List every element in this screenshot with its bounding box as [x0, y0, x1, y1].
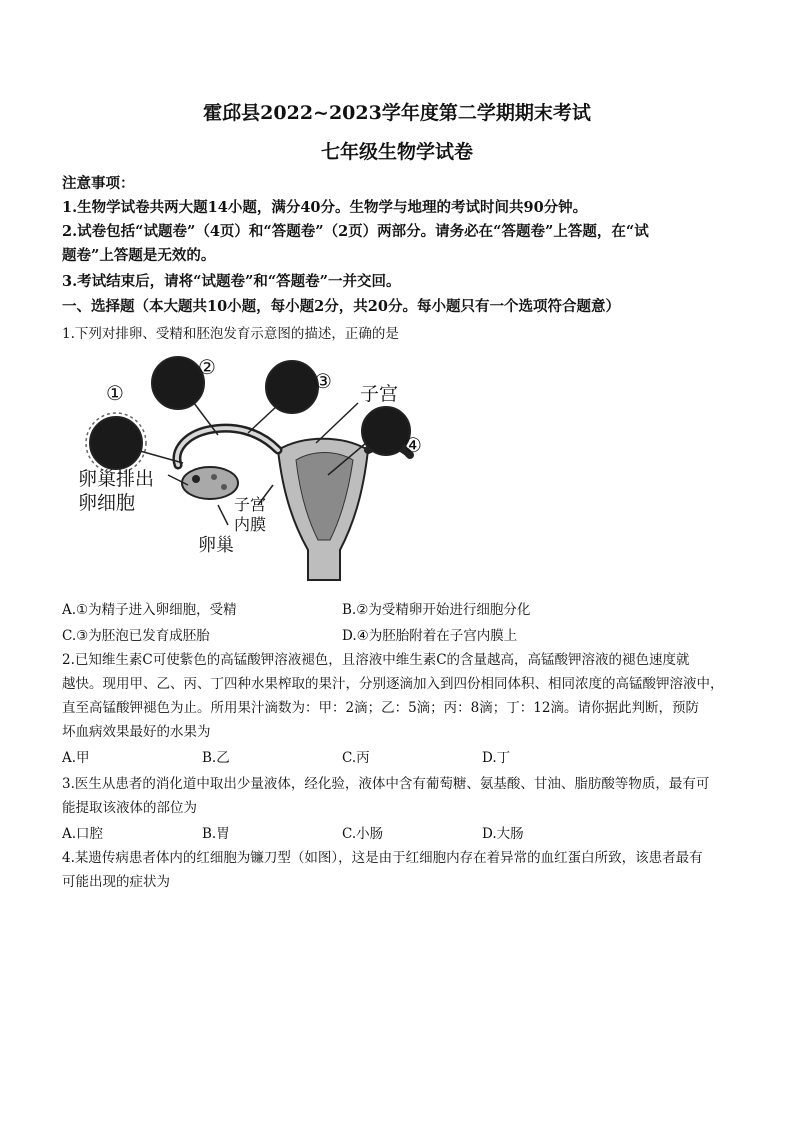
figure-label-endometrium [234, 495, 266, 535]
notes-heading: 注意事项： [62, 175, 135, 192]
figure-label-ovary-release-line-1: 卵巢排出 [78, 468, 155, 490]
figure-label-ovary-release [78, 467, 154, 515]
q3-option-b[interactable]: B.胃 [202, 826, 230, 842]
q3-option-a[interactable]: A.口腔 [62, 826, 104, 842]
q1-option-b[interactable]: B.②为受精卵开始进行细胞分化 [342, 602, 531, 618]
question-3-line-1: 3.医生从患者的消化道中取出少量液体，经化验，液体中含有葡萄糖、氨基酸、甘油、脂肪酸等物质，最有可 [62, 776, 710, 792]
figure-label-4: ④ [404, 433, 422, 457]
note-item-2-line-1: 2.试卷包括“试题卷”（4页）和“答题卷”（2页）两部分。请务必在“答题卷”上答题，在“试 [62, 223, 649, 240]
figure-label-endometrium-line-1: 子宫 [234, 495, 267, 514]
reproduction-diagram [68, 355, 440, 583]
q1-option-c[interactable]: C.③为胚泡已发育成胚胎 [62, 628, 210, 644]
q2-option-a[interactable]: A.甲 [62, 750, 90, 766]
figure-label-endometrium-line-2: 内膜 [234, 515, 267, 534]
question-4-line-2: 可能出现的症状为 [62, 874, 170, 890]
question-2-line-2: 越快。现用甲、乙、丙、丁四种水果榨取的果汁，分别逐滴加入到四份相同体积、相同浓度的高锰酸钾溶液中， [62, 676, 724, 692]
exam-title: 霍邱县2022~2023学年度第二学期期末考试 [203, 102, 591, 124]
q1-option-d[interactable]: D.④为胚胎附着在子宫内膜上 [342, 628, 518, 644]
figure-label-ovary-release-line-2: 卵细胞 [78, 492, 136, 514]
figure-label-uterus: 子宫 [360, 383, 399, 405]
q3-option-d[interactable]: D.大肠 [482, 826, 524, 842]
figure-label-3: ③ [314, 369, 332, 393]
figure-label-1: ① [106, 381, 124, 405]
question-4-line-1: 4.某遗传病患者体内的红细胞为镰刀型（如图），这是由于红细胞内存在着异常的血红蛋白所致，该患者最有 [62, 850, 703, 866]
q2-option-d[interactable]: D.丁 [482, 750, 511, 766]
question-2-line-3: 直至高锰酸钾褪色为止。所用果汁滴数为：甲：2滴；乙：5滴；丙：8滴；丁：12滴。请你据此判断，预防 [62, 700, 699, 716]
q2-option-c[interactable]: C.丙 [342, 750, 370, 766]
question-3-line-2: 能提取该液体的部位为 [62, 800, 197, 816]
note-item-2-line-2: 题卷”上答题是无效的。 [62, 247, 216, 264]
figure-label-ovary: 卵巢 [198, 535, 234, 556]
question-2-line-1: 2.已知维生素C可使紫色的高锰酸钾溶液褪色，且溶液中维生素C的含量越高，高锰酸钾溶液的褪色速度就 [62, 652, 690, 668]
q1-option-a[interactable]: A.①为精子进入卵细胞，受精 [62, 602, 237, 618]
exam-subtitle: 七年级生物学试卷 [320, 141, 473, 163]
q2-option-b[interactable]: B.乙 [202, 750, 230, 766]
note-item-1: 1.生物学试卷共两大题14小题，满分40分。生物学与地理的考试时间共90分钟。 [62, 199, 588, 216]
figure-label-2: ② [198, 355, 216, 379]
note-item-3: 3.考试结束后，请将“试题卷”和“答题卷”一并交回。 [62, 273, 401, 290]
q3-option-c[interactable]: C.小肠 [342, 826, 384, 842]
question-1-stem: 1.下列对排卵、受精和胚泡发育示意图的描述，正确的是 [62, 326, 399, 342]
section-1-heading: 一、选择题（本大题共10小题，每小题2分，共20分。每小题只有一个选项符合题意） [62, 298, 620, 315]
question-2-line-4: 坏血病效果最好的水果为 [62, 724, 211, 740]
